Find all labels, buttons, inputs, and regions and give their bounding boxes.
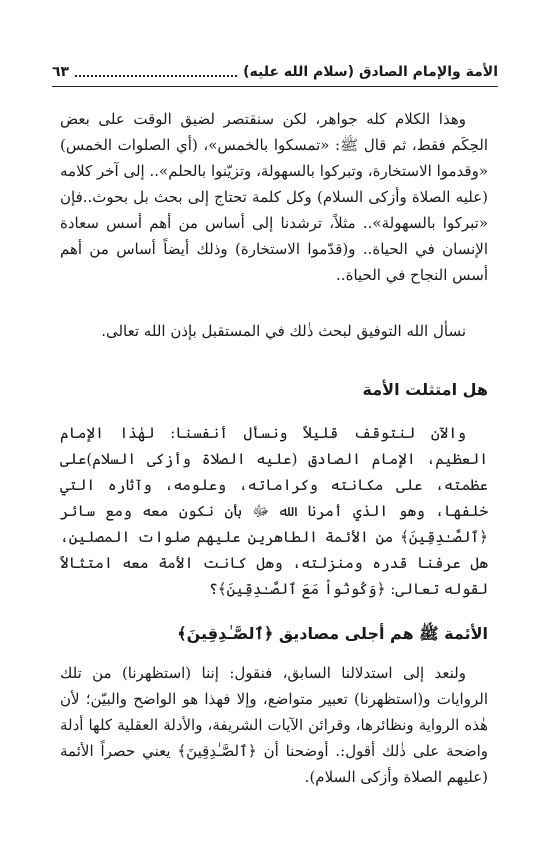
- header-rule: [52, 86, 498, 87]
- section-1-closing: [60, 318, 488, 344]
- paragraph: نسأل الله التوفيق لبحث ذٰلك في المستقبل بإذن الله تعالى.: [101, 322, 466, 340]
- header-dot-leader: [75, 75, 237, 77]
- section-2: [60, 420, 488, 602]
- section-3: [60, 660, 488, 790]
- paragraph: ولنعد إلى استدلالنا السابق، فنقول: إننا (استظهرنا) من تلك الروايات و(استظهرنا) تعبير متواضع، وإلا فهذا هو الواضح والبيّن؛ لأن هٰذه الرواية ونظائرها، وقرائن الآيات الشريفة، والأدلة العقلية كلها أدلة واضحة على ذٰلك أقول:. أوضحنا أن ﴿ٱلصَّـٰدِقِينَ﴾ يعني حصراً الأئمة (عليهم الصلاة وأزكى السلام).: [60, 664, 488, 786]
- section-1: [60, 106, 488, 288]
- running-header: [52, 60, 498, 84]
- paragraph: والآن لنتوقف قليلاً ونسأل أنفسنا: لهٰذا الإمام العظيم، الإمام الصادق (عليه الصلاة وأزكى السلام)على عظمته، على مكانته وكراماته، وعلومه، وآثاره التي خلفها، وهو الذي أمرنا الله ﷻ بأن نكون معه ومع سائر ﴿ٱلصَّـٰدِقِينَ﴾ من الأئمة الطاهرين عليهم صلوات المصلين، هل عرفنا قدره ومنزلته، وهل كانت الأمة معه امتثالاً لقوله تعالى: ﴿وَكُونُواْ مَعَ ٱلصَّـٰدِقِينَ﴾؟: [60, 424, 488, 598]
- section-heading: هل امتثلت الأمة: [362, 380, 488, 399]
- page-number: ٦٣: [52, 64, 70, 80]
- section-heading: الأئمة ﷺ هم أجلى مصاديق ﴿ٱلصَّـٰدِقِينَ﴾: [177, 624, 488, 643]
- paragraph: وهذا الكلام كله جواهر، لكن سنقتصر لضيق الوقت على بعض الحِكَم فقط، ثم قال ﷺ: «تمسكوا بالخمس»، (أي الصلوات الخمس) «وقدموا الاستخارة، وتبركوا بالسهولة، وتزيّنوا بالحلم».. إلى آخر كلامه (عليه الصلاة وأزكى السلام) وكل كلمة تحتاج إلى بحث بل بحوث..فإن «تبركوا بالسهولة».. مثلاً، ترشدنا إلى أساس من أهم أسس سعادة الإنسان في الحياة.. و(قدّموا الاستخارة) وذلك أيضاً أساس من أهم أسس النجاح في الحياة..: [60, 110, 488, 284]
- header-title: الأمة والإمام الصادق (سلام الله عليه): [243, 64, 498, 80]
